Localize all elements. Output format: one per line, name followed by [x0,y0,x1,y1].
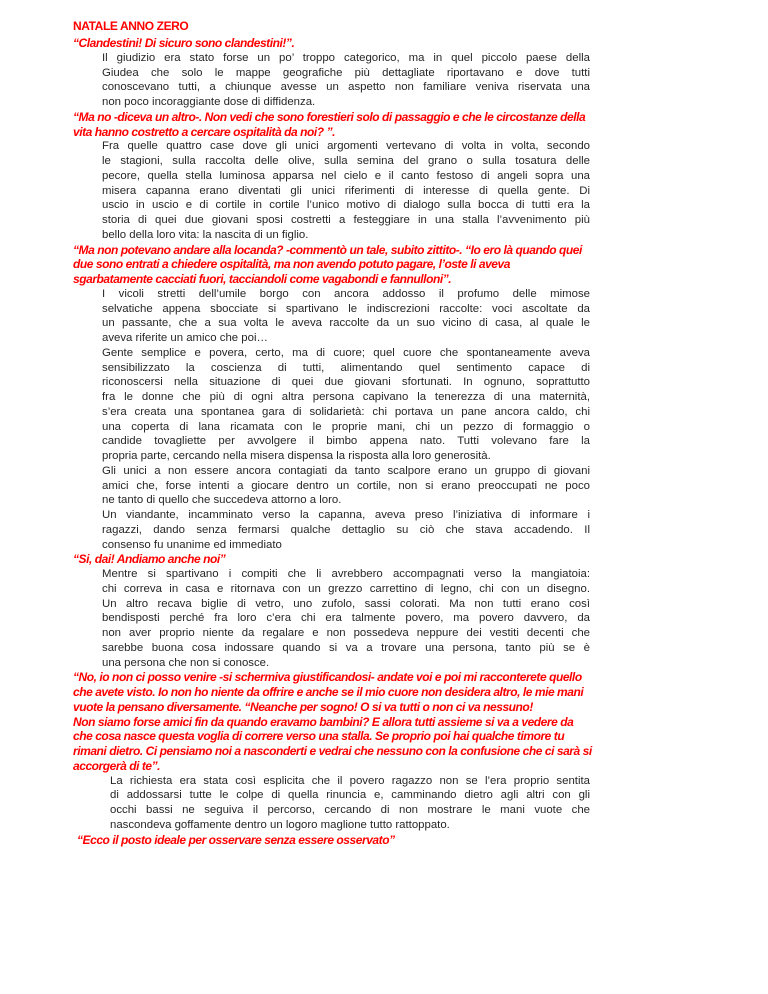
paragraph-line: Il giudizio era stato forse un po’ troppo categorico, ma in quel piccolo paese della [102,51,590,64]
paragraph-line: chi correva in casa e ritornava con un grezzo carrettino di legno, chi con un disegno. [102,582,590,595]
paragraph-line: non poco incoraggiante dose di diffidenza. [102,96,316,108]
quote-line: vuote la pensano diversamente. “Neanche per sogno! O si va tutti o non ci va nessuno! [73,699,533,714]
dialogue-quote [0,833,768,848]
paragraph-line: una coperta di lana ricamata con le proprie mani, chi un pezzo di formaggio o [102,420,590,433]
quote-line: che avete visto. Io non ho niente da offrire e anche se il mio cuore non desidera altro, le mie mani [73,685,584,699]
quote-line: accorgerà di te”. [73,758,161,773]
paragraph-line: I vicoli stretti dell’umile borgo con ancora addosso il profumo delle mimose [102,287,590,300]
paragraph-line: aveva riferite un amico che poi… [102,332,268,344]
paragraph-line: bendisposti perché fra loro c’era chi era talmente povero, ma povero davvero, da [102,612,590,625]
paragraph-line: La richiesta era stata così esplicita che il povero ragazzo non se l’era proprio sentita [110,774,590,787]
paragraph-line: conoscevano tutti, a chiunque avesse un aspetto non familiare veniva riservata una [102,81,590,94]
dialogue-quote [0,552,768,567]
paragraph-line: bello della loro vita: la nascita di un figlio. [102,228,309,241]
paragraph-line: Gente semplice e povera, certo, ma di cuore; quel cuore che spontaneamente aveva [102,346,590,359]
paragraph-line: Un viandante, incamminato verso la capanna, aveva preso l’iniziativa di informare i [102,509,590,521]
document-title: NATALE ANNO ZERO [73,19,189,33]
paragraph-line: non aver proprio niente da regalare e non possedeva neppure dei vestiti decenti che [102,627,590,639]
paragraph-line: Un altro recava biglie di vetro, uno zufolo, sassi colorati. Ma non tutti erano così [102,597,590,610]
quote-line: “Clandestini! Di sicuro sono clandestini!”. [73,36,295,50]
paragraph-line: un passante, che a sua volta le aveva raccolte da un suo vicino di casa, al quale le [102,317,590,330]
paragraph-line: Giudea che solo le mappe geografiche più dettagliate riportavano e dove tutti [102,66,590,79]
paragraph-line: sarebbe buona cosa indossare quando si va a trovare una persona, tanto più se è [102,641,590,654]
document-body [0,36,768,847]
paragraph-line: di addossarsi tutte le colpe di quella rinuncia e, camminando dietro agli altri con gli [110,789,590,802]
body-paragraph [0,51,768,110]
body-paragraph [0,464,768,508]
paragraph-line: nascondeva goffamente dentro un logoro maglione tutto rattoppato. [110,818,450,831]
quote-line: vita hanno costretto a cercare ospitalità da noi? ”. [73,124,336,139]
body-paragraph [0,774,768,833]
quote-line: che cosa nasce questa voglia di correre verso una stalla. Se proprio poi hai qualche timore tu [73,729,565,744]
paragraph-line: candide tovagliette per avvolgere il bimbo appena nato. Tutti volevano fare la [102,435,590,448]
dialogue-quote [0,36,768,51]
body-paragraph [0,567,768,670]
paragraph-line: sensibilizzato la coscienza di tutti, alimentando quel sentimento capace di [102,361,590,374]
quote-line: sgarbatamente cacciati fuori, tacciandoli come vagabondi e fannulloni”. [73,272,452,286]
body-paragraph [0,508,768,552]
paragraph-line: amici che, forse intenti a giocare dentro un cortile, non si erano preoccupati ne poco [102,479,590,492]
quote-line: rimani dietro. Ci pensiamo noi a nasconderti e vedrai che nessuno con la confusione che ci sarà si [73,744,592,758]
body-paragraph [0,346,768,464]
paragraph-line: riconoscersi nella situazione di quei due giovani sfortunati. In ognuno, soprattutto [102,376,590,389]
paragraph-line: s’era creata una spontanea gara di solidarietà: chi portava un pane ancora caldo, chi [102,405,590,418]
paragraph-line: storia di quei due giovani sposi costretti a festeggiare in una stalla l’avvenimento più [102,214,590,226]
paragraph-line: propria parte, cercando nella misera dispensa la risposta alla loro generosità. [102,450,491,462]
paragraph-line: le stagioni, sulla raccolta delle olive, sulla semina del grano o sulla tosatura delle [102,155,590,167]
paragraph-line: fra le donne che più di ogni altra persona capivano la tenerezza di una maternità, [102,391,590,403]
body-paragraph [0,139,768,242]
quote-line: “No, io non ci posso venire -si schermiva giustificandosi- andate voi e poi mi racconterete quello [73,670,582,685]
paragraph-line: misera capanna erano diventati gli unici riferimenti di interesse di quella gente. Di [102,184,590,197]
dialogue-quote [0,110,768,140]
body-paragraph [0,287,768,346]
paragraph-line: Fra quelle quattro case dove gli unici argomenti vertevano di volta in volta, secondo [102,140,590,153]
paragraph-line: pecore, quella stella luminosa apparsa nel cielo e il canto festoso di angeli sopra una [102,169,590,182]
quote-line: “Ma non potevano andare alla locanda? -commentò un tale, subito zittito-. “Io ero là quando quei [73,242,582,257]
paragraph-line: Gli unici a non essere ancora contagiati da tanto scalpore erano un gruppo di giovani [102,464,590,477]
quote-line: “Si, dai! Andiamo anche noi” [73,552,226,567]
paragraph-line: una persona che non si conosce. [102,656,270,669]
quote-line: “Ecco il posto ideale per osservare senza essere osservato” [77,832,395,847]
paragraph-line: ne tanto di quello che succedeva attorno a loro. [102,494,342,507]
quote-line: “Ma no -diceva un altro-. Non vedi che sono forestieri solo di passaggio e che le circostanze della [73,109,586,124]
paragraph-line: ragazzi, dando senza fermarsi qualche dettaglio su ciò che stava accadendo. Il [102,523,590,536]
paragraph-line: consenso fu unanime ed immediato [102,538,282,551]
paragraph-line: occhi bassi ne seguiva il percorso, cercando di non mostrare le mani vuote che [110,804,590,816]
dialogue-quote [0,670,768,773]
quote-line: due sono entrati a chiedere ospitalità, ma non avendo potuto pagare, l’oste li aveva [73,257,510,272]
paragraph-line: selvatiche appena sbocciate si spartivano le indiscrezioni raccolte: voci ascoltate da [102,302,590,315]
quote-line: Non siamo forse amici fin da quando eravamo bambini? E allora tutti assieme si va a vedere da [73,714,574,729]
paragraph-line: uscio in uscio e di cortile in cortile l’unico motivo di dialogo sulla bocca di tutti era la [102,199,590,212]
paragraph-line: Mentre si spartivano i compiti che li avrebbero accompagnati verso la mangiatoia: [102,568,590,580]
dialogue-quote [0,243,768,287]
